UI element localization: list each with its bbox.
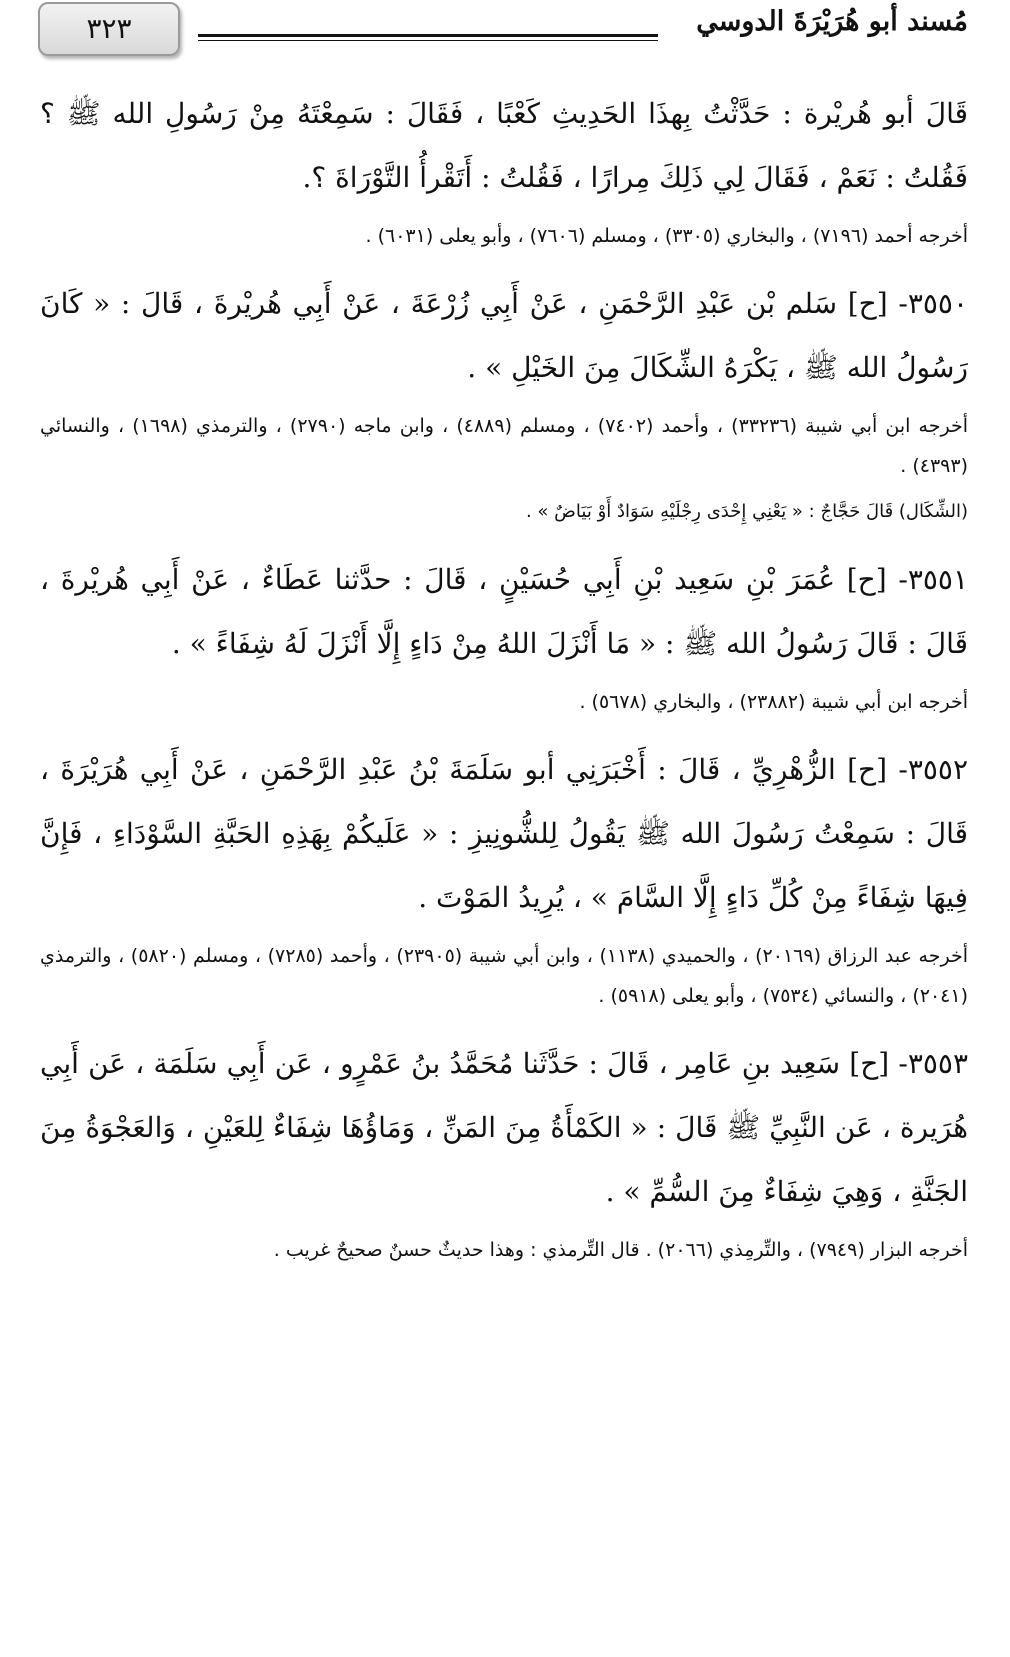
hadith-block	[40, 738, 968, 1016]
hadith-block	[40, 272, 968, 532]
takhrij-note: أخرجه ابن أبي شيبة (٣٣٢٣٦) ، وأحمد (٧٤٠٢) ، ومسلم (٤٨٨٩) ، وابن ماجه (٢٧٩٠) ، والترمذي (١٦٩٨) ، والنسائي (٤٣٩٣) .	[40, 415, 968, 477]
hadith-text: ٣٥٥٠- [ح] سَلم بْن عَبْدِ الرَّحْمَنِ ، عَنْ أَبِي زُرْعَةَ ، عَنْ أَبِي هُريْرةَ ، قَالَ : « كَانَ رَسُولُ الله ﷺ ، يَكْرَهُ الشِّكَالَ مِنَ الخَيْلِ » .	[40, 287, 968, 384]
page-number-badge: ٣٢٣	[38, 2, 180, 56]
header-rule	[198, 34, 658, 37]
takhrij-note: أخرجه أحمد (٧١٩٦) ، والبخاري (٣٣٠٥) ، ومسلم (٧٦٠٦) ، وأبو يعلى (٦٠٣١) .	[365, 225, 968, 247]
running-title: مُسند أبو هُرَيْرَةَ الدوسي	[696, 6, 968, 37]
hadith-text: ٣٥٥٢- [ح] الزُّهْرِيِّ ، قَالَ : أَخْبَرَنِي أبو سَلَمَةَ بْنُ عَبْدِ الرَّحْمَنِ ، عَنْ أَبِي هُرَيْرَةَ ، قَالَ : سَمِعْتُ رَسُولَ الله ﷺ يَقُولُ لِلشُّونِيزِ : « عَلَيكُمْ بِهَذِهِ الحَبَّةِ السَّوْدَاءِ ، فَإِنَّ فِيهَا شِفَاءً مِنْ كُلِّ دَاءٍ إِلَّا السَّامَ » ، يُرِيدُ المَوْتَ .	[40, 753, 968, 914]
hadith-text: ٣٥٥٣- [ح] سَعِيد بنِ عَامِر ، قَالَ : حَدَّثَنا مُحَمَّدُ بنُ عَمْرٍو ، عَن أَبِي سَلَمَة ، عَن أَبِي هُرَيرة ، عَن النَّبِيِّ ﷺ قَالَ : « الكَمْأَةُ مِنَ المَنِّ ، وَمَاؤُهَا شِفَاءٌ لِلعَيْنِ ، وَالعَجْوَةُ مِنَ الجَنَّةِ ، وَهِيَ شِفَاءٌ مِنَ السُّمِّ » .	[40, 1047, 968, 1208]
hadith-text: قَالَ أبو هُريْرة : حَدَّثْتُ بِهذَا الحَدِيثِ كَعْبًا ، فَقَالَ : سَمِعْتَهُ مِنْ رَسُولِ الله ﷺ ؟ فَقُلتُ : نَعَمْ ، فَقَالَ لِي ذَلِكَ مِرارًا ، فَقُلتُ : أَتَقْرأُ التَّوْرَاةَ ؟.	[40, 97, 968, 194]
gloss-note: (الشِّكَال) قَالَ حَجَّاجٌ : « يَعْنِي إِحْدَى رِجْلَيْهِ سَوَادٌ أَوْ بَيَاضٌ » .	[525, 501, 968, 522]
takhrij-note: أخرجه عبد الرزاق (٢٠١٦٩) ، والحميدي (١١٣٨) ، وابن أبي شيبة (٢٣٩٠٥) ، وأحمد (٧٢٨٥) ، ومسلم (٥٨٢٠) ، والترمذي (٢٠٤١) ، والنسائي (٧٥٣٤) ، وأبو يعلى (٥٩١٨) .	[40, 945, 968, 1007]
header-rule-thin	[198, 40, 658, 41]
hadith-block	[40, 1032, 968, 1270]
page-body	[40, 78, 968, 1286]
hadith-block	[40, 82, 968, 256]
takhrij-note: أخرجه البزار (٧٩٤٩) ، والتِّرمِذي (٢٠٦٦) . قال التِّرمذي : وهذا حديثٌ حسنٌ صحيحٌ غريب .	[273, 1239, 968, 1261]
hadith-text: ٣٥٥١- [ح] عُمَرَ بْنِ سَعِيد بْنِ أَبِي حُسَيْنٍ ، قَالَ : حدَّثنا عَطَاءٌ ، عَنْ أَبِي هُريْرةَ ، قَالَ : قَالَ رَسُولُ الله ﷺ : « مَا أَنْزَلَ اللهُ مِنْ دَاءٍ إِلَّا أَنْزَلَ لَهُ شِفَاءً » .	[40, 563, 968, 660]
takhrij-note: أخرجه ابن أبي شيبة (٢٣٨٨٢) ، والبخاري (٥٦٧٨) .	[579, 691, 968, 713]
page-header	[38, 0, 968, 62]
hadith-block	[40, 548, 968, 722]
